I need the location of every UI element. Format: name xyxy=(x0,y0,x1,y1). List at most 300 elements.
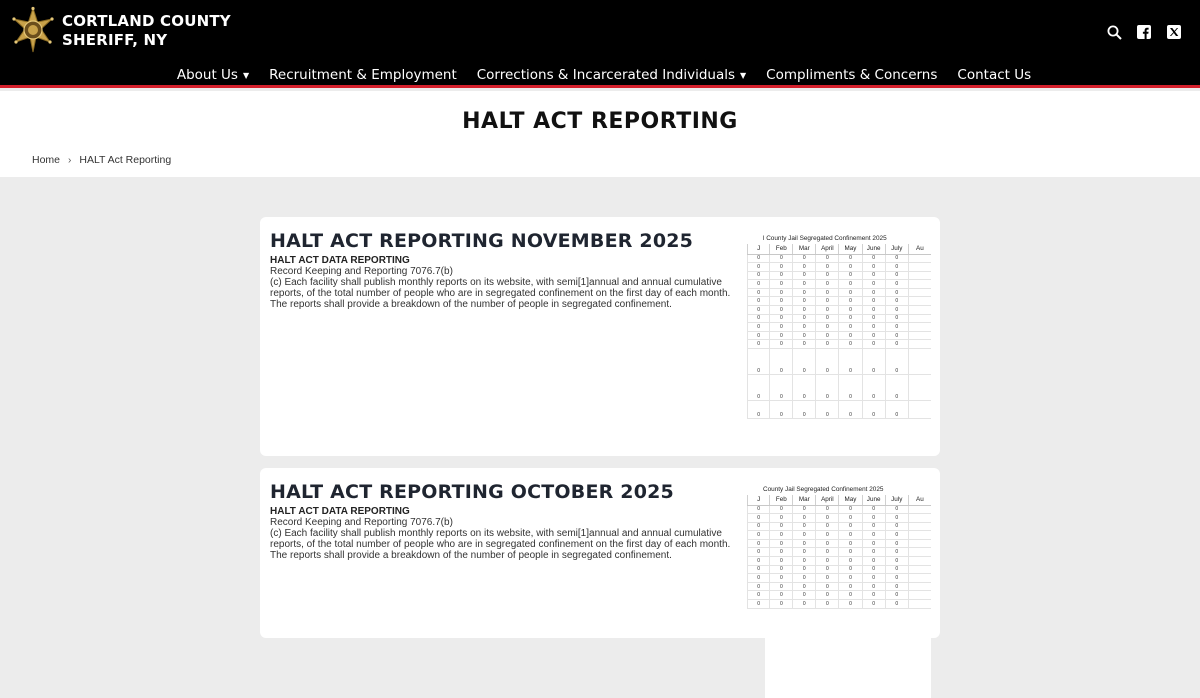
thumbnail-cell: 0 xyxy=(793,280,816,289)
month-header: Au xyxy=(908,244,931,254)
month-header: July xyxy=(885,244,908,254)
thumbnail-cell: 0 xyxy=(862,263,885,272)
thumbnail-cell: 0 xyxy=(862,331,885,340)
site-title[interactable] xyxy=(62,12,231,50)
thumbnail-cell: 0 xyxy=(770,574,793,583)
report-line: (c) Each facility shall publish monthly reports on its website, with semi[1]annual and annual cumulative xyxy=(270,528,722,539)
thumbnail-cell: 0 xyxy=(793,314,816,323)
thumbnail-cell: 0 xyxy=(748,548,770,557)
page-title: HALT ACT REPORTING xyxy=(462,109,738,134)
thumbnail-cell: 0 xyxy=(816,565,839,574)
thumbnail-cell: 0 xyxy=(816,263,839,272)
thumbnail-cell: 0 xyxy=(770,340,793,349)
thumbnail-cell: 0 xyxy=(770,514,793,523)
thumbnail-cell: 0 xyxy=(862,254,885,263)
thumbnail-cell: 0 xyxy=(816,340,839,349)
thumbnail-cell: 0 xyxy=(862,323,885,332)
thumbnail-cell: 0 xyxy=(839,548,862,557)
thumbnail-cell: 0 xyxy=(885,349,908,375)
thumbnail-cell: 0 xyxy=(839,582,862,591)
thumbnail-cell: 0 xyxy=(770,288,793,297)
thumbnail-row xyxy=(748,323,932,332)
thumbnail-cell: 0 xyxy=(885,548,908,557)
thumbnail-cell: 0 xyxy=(793,565,816,574)
thumbnail-cell: 0 xyxy=(885,271,908,280)
report-subtitle: HALT ACT DATA REPORTING xyxy=(270,506,410,517)
thumbnail-cell: 0 xyxy=(862,280,885,289)
thumbnail-cell: 0 xyxy=(770,591,793,600)
thumbnail-row xyxy=(748,349,932,375)
thumbnail-cell: 0 xyxy=(862,505,885,514)
thumbnail-cell: 0 xyxy=(885,591,908,600)
nav-label: About Us xyxy=(176,67,238,83)
thumbnail-row xyxy=(748,539,932,548)
thumbnail-cell: 0 xyxy=(839,539,862,548)
report-line: reports, of the total number of people who are in segregated confinement on the first day of each month. xyxy=(270,539,731,550)
thumbnail-cell: 0 xyxy=(748,271,770,280)
thumbnail-cell: 0 xyxy=(885,505,908,514)
thumbnail-row xyxy=(748,314,932,323)
thumbnail-cell: 0 xyxy=(770,582,793,591)
thumbnail-cell: 0 xyxy=(770,306,793,315)
month-header: J xyxy=(748,495,770,505)
thumbnail-cell: 0 xyxy=(839,557,862,566)
report-line: Record Keeping and Reporting 7076.7(b) xyxy=(270,517,453,528)
nav-label: Compliments & Concerns xyxy=(766,67,938,83)
thumbnail-cell xyxy=(908,340,931,349)
thumbnail-cell: 0 xyxy=(885,314,908,323)
thumbnail-cell: 0 xyxy=(770,539,793,548)
thumbnail-cell: 0 xyxy=(862,288,885,297)
thumbnail-cell xyxy=(908,323,931,332)
thumbnail-cell: 0 xyxy=(816,401,839,419)
thumbnail-cell: 0 xyxy=(748,297,770,306)
thumbnail-cell xyxy=(908,539,931,548)
thumbnail-cell: 0 xyxy=(839,288,862,297)
thumbnail-row xyxy=(748,401,932,419)
thumbnail-cell: 0 xyxy=(793,582,816,591)
month-header: April xyxy=(816,495,839,505)
thumbnail-cell: 0 xyxy=(770,271,793,280)
thumbnail-cell: 0 xyxy=(816,531,839,540)
thumbnail-cell: 0 xyxy=(793,331,816,340)
thumbnail-cell: 0 xyxy=(816,522,839,531)
thumbnail-header-row xyxy=(748,495,932,505)
thumbnail-cell: 0 xyxy=(793,340,816,349)
thumbnail-row xyxy=(748,514,932,523)
thumbnail-cell: 0 xyxy=(793,514,816,523)
thumbnail-cell xyxy=(908,288,931,297)
thumbnail-row xyxy=(748,271,932,280)
month-header: June xyxy=(862,495,885,505)
thumbnail-cell xyxy=(908,331,931,340)
thumbnail-cell xyxy=(908,514,931,523)
thumbnail-cell: 0 xyxy=(816,323,839,332)
thumbnail-row xyxy=(748,557,932,566)
thumbnail-cell: 0 xyxy=(839,263,862,272)
thumbnail-cell: 0 xyxy=(770,557,793,566)
thumbnail-cell: 0 xyxy=(885,306,908,315)
site-header xyxy=(0,0,1200,88)
chevron-right-icon: › xyxy=(68,154,72,166)
thumbnail-cell: 0 xyxy=(839,254,862,263)
thumbnail-cell: 0 xyxy=(862,557,885,566)
nav-label: Corrections & Incarcerated Individuals xyxy=(476,67,736,83)
thumbnail-cell: 0 xyxy=(793,548,816,557)
thumbnail-cell: 0 xyxy=(748,349,770,375)
thumbnail-cell: 0 xyxy=(862,375,885,401)
thumbnail-cell: 0 xyxy=(839,349,862,375)
thumbnail-cell: 0 xyxy=(748,522,770,531)
thumbnail-cell: 0 xyxy=(793,271,816,280)
thumbnail-cell: 0 xyxy=(816,505,839,514)
thumbnail-cell: 0 xyxy=(793,306,816,315)
thumbnail-title: l County Jail Segregated Confinement 2025 xyxy=(763,235,887,242)
thumbnail-cell: 0 xyxy=(770,323,793,332)
thumbnail-cell xyxy=(908,531,931,540)
thumbnail-cell: 0 xyxy=(862,314,885,323)
thumbnail-cell: 0 xyxy=(793,297,816,306)
thumbnail-cell xyxy=(908,349,931,375)
thumbnail-cell: 0 xyxy=(816,557,839,566)
thumbnail-cell: 0 xyxy=(770,314,793,323)
thumbnail-cell: 0 xyxy=(748,254,770,263)
thumbnail-cell: 0 xyxy=(748,375,770,401)
report-card-text xyxy=(270,480,760,561)
thumbnail-cell: 0 xyxy=(793,522,816,531)
nav-corrections[interactable] xyxy=(467,64,756,86)
thumbnail-cell: 0 xyxy=(885,565,908,574)
thumbnail-cell: 0 xyxy=(793,591,816,600)
thumbnail-cell: 0 xyxy=(816,600,839,609)
thumbnail-row xyxy=(748,505,932,514)
month-header: Feb xyxy=(770,244,793,254)
thumbnail-cell: 0 xyxy=(862,349,885,375)
thumbnail-cell: 0 xyxy=(816,375,839,401)
thumbnail-cell: 0 xyxy=(885,297,908,306)
thumbnail-cell: 0 xyxy=(770,297,793,306)
breadcrumb-current: HALT Act Reporting xyxy=(79,154,172,166)
thumbnail-cell: 0 xyxy=(839,591,862,600)
thumbnail-cell: 0 xyxy=(748,531,770,540)
month-header: Au xyxy=(908,495,931,505)
nav-label: Contact Us xyxy=(957,67,1032,83)
thumbnail-cell: 0 xyxy=(748,514,770,523)
thumbnail-row xyxy=(748,522,932,531)
month-header: May xyxy=(839,244,862,254)
breadcrumb-home-link[interactable]: Home xyxy=(32,154,61,166)
report-line: (c) Each facility shall publish monthly reports on its website, with semi[1]annual and annual cumulative xyxy=(270,277,722,288)
thumbnail-row xyxy=(748,288,932,297)
thumbnail-cell xyxy=(908,574,931,583)
thumbnail-cell: 0 xyxy=(885,263,908,272)
thumbnail-cell: 0 xyxy=(862,306,885,315)
thumbnail-cell xyxy=(908,375,931,401)
thumbnail-cell: 0 xyxy=(816,574,839,583)
thumbnail-row xyxy=(748,375,932,401)
thumbnail-cell: 0 xyxy=(748,340,770,349)
thumbnail-cell: 0 xyxy=(885,280,908,289)
thumbnail-cell: 0 xyxy=(770,505,793,514)
thumbnail-cell: 0 xyxy=(770,600,793,609)
report-thumbnail[interactable] xyxy=(757,227,931,447)
site-title-line2: SHERIFF, NY xyxy=(62,31,168,49)
thumbnail-row xyxy=(748,565,932,574)
header-icons xyxy=(1106,24,1182,40)
report-card[interactable] xyxy=(260,217,940,456)
thumbnail-row xyxy=(748,591,932,600)
thumbnail-header-row xyxy=(748,244,932,254)
breadcrumb xyxy=(32,154,171,166)
month-header: July xyxy=(885,495,908,505)
thumbnail-cell xyxy=(908,591,931,600)
thumbnail-row xyxy=(748,306,932,315)
thumbnail-cell xyxy=(908,505,931,514)
thumbnail-cell: 0 xyxy=(839,297,862,306)
thumbnail-row xyxy=(748,263,932,272)
thumbnail-cell xyxy=(908,522,931,531)
thumbnail-cell: 0 xyxy=(885,254,908,263)
page-header-band xyxy=(0,91,1200,177)
thumbnail-cell: 0 xyxy=(885,375,908,401)
thumbnail-cell xyxy=(908,582,931,591)
nav-about-us[interactable] xyxy=(167,64,259,86)
report-card[interactable] xyxy=(260,468,940,638)
thumbnail-cell: 0 xyxy=(748,591,770,600)
thumbnail-cell xyxy=(908,548,931,557)
report-title[interactable]: HALT ACT REPORTING NOVEMBER 2025 xyxy=(270,230,694,252)
thumbnail-cell: 0 xyxy=(816,539,839,548)
thumbnail-cell: 0 xyxy=(793,505,816,514)
thumbnail-cell: 0 xyxy=(839,340,862,349)
thumbnail-cell: 0 xyxy=(770,280,793,289)
month-header: J xyxy=(748,244,770,254)
thumbnail-cell xyxy=(908,314,931,323)
thumbnail-cell: 0 xyxy=(839,522,862,531)
thumbnail-cell: 0 xyxy=(748,331,770,340)
sheriff-star-badge-logo[interactable] xyxy=(10,7,56,53)
thumbnail-cell: 0 xyxy=(885,574,908,583)
thumbnail-cell: 0 xyxy=(816,349,839,375)
thumbnail-cell: 0 xyxy=(816,314,839,323)
thumbnail-cell: 0 xyxy=(793,263,816,272)
month-header: Mar xyxy=(793,495,816,505)
thumbnail-cell: 0 xyxy=(793,323,816,332)
thumbnail-cell: 0 xyxy=(793,600,816,609)
thumbnail-cell: 0 xyxy=(816,591,839,600)
thumbnail-cell: 0 xyxy=(862,574,885,583)
thumbnail-cell: 0 xyxy=(839,574,862,583)
thumbnail-cell: 0 xyxy=(816,582,839,591)
thumbnail-cell: 0 xyxy=(885,539,908,548)
thumbnail-cell: 0 xyxy=(839,323,862,332)
thumbnail-cell: 0 xyxy=(862,340,885,349)
thumbnail-cell: 0 xyxy=(885,531,908,540)
nav-recruitment-employment[interactable] xyxy=(259,64,467,86)
thumbnail-title: County Jail Segregated Confinement 2025 xyxy=(763,486,884,493)
thumbnail-cell: 0 xyxy=(748,600,770,609)
thumbnail-cell xyxy=(908,401,931,419)
thumbnail-cell: 0 xyxy=(793,254,816,263)
thumbnail-cell: 0 xyxy=(816,514,839,523)
thumbnail-row xyxy=(748,574,932,583)
thumbnail-cell: 0 xyxy=(862,600,885,609)
thumbnail-cell: 0 xyxy=(839,401,862,419)
thumbnail-cell: 0 xyxy=(839,531,862,540)
thumbnail-cell: 0 xyxy=(839,505,862,514)
month-header: April xyxy=(816,244,839,254)
thumbnail-cell: 0 xyxy=(793,375,816,401)
facebook-icon[interactable] xyxy=(1136,24,1152,40)
report-line: The reports shall provide a breakdown of the number of people in segregated confinement. xyxy=(270,299,672,310)
thumbnail-cell: 0 xyxy=(885,557,908,566)
thumbnail-row xyxy=(748,548,932,557)
thumbnail-cell: 0 xyxy=(862,582,885,591)
caret-down-icon: ▼ xyxy=(242,70,250,80)
thumbnail-cell xyxy=(908,271,931,280)
x-twitter-icon[interactable] xyxy=(1166,24,1182,40)
thumbnail-cell: 0 xyxy=(748,574,770,583)
thumbnail-cell: 0 xyxy=(770,349,793,375)
thumbnail-cell xyxy=(908,263,931,272)
month-header: Feb xyxy=(770,495,793,505)
thumbnail-cell: 0 xyxy=(748,280,770,289)
thumbnail-cell: 0 xyxy=(862,522,885,531)
thumbnail-cell xyxy=(908,306,931,315)
thumbnail-row xyxy=(748,531,932,540)
thumbnail-cell: 0 xyxy=(770,565,793,574)
thumbnail-cell: 0 xyxy=(748,505,770,514)
thumbnail-cell: 0 xyxy=(793,349,816,375)
thumbnail-cell: 0 xyxy=(748,557,770,566)
thumbnail-cell: 0 xyxy=(748,539,770,548)
nav-compliments-concerns[interactable] xyxy=(756,64,947,86)
site-title-line1: CORTLAND COUNTY xyxy=(62,12,231,30)
thumbnail-cell: 0 xyxy=(748,323,770,332)
thumbnail-cell: 0 xyxy=(862,565,885,574)
thumbnail-cell: 0 xyxy=(748,401,770,419)
thumbnail-cell: 0 xyxy=(816,254,839,263)
thumbnail-cell: 0 xyxy=(862,271,885,280)
main-nav xyxy=(0,64,1200,86)
nav-label: Recruitment & Employment xyxy=(269,67,457,83)
thumbnail-cell: 0 xyxy=(793,539,816,548)
thumbnail-cell: 0 xyxy=(816,548,839,557)
thumbnail-row xyxy=(748,254,932,263)
thumbnail-cell: 0 xyxy=(839,514,862,523)
thumbnail-table xyxy=(747,244,931,419)
report-line: The reports shall provide a breakdown of the number of people in segregated confinement. xyxy=(270,550,672,561)
thumbnail-cell: 0 xyxy=(839,271,862,280)
thumbnail-cell: 0 xyxy=(793,574,816,583)
thumbnail-cell: 0 xyxy=(816,288,839,297)
report-subtitle: HALT ACT DATA REPORTING xyxy=(270,255,410,266)
thumbnail-cell: 0 xyxy=(839,331,862,340)
thumbnail-row xyxy=(748,340,932,349)
thumbnail-cell: 0 xyxy=(816,280,839,289)
thumbnail-cell: 0 xyxy=(862,297,885,306)
thumbnail-row xyxy=(748,331,932,340)
thumbnail-cell: 0 xyxy=(748,263,770,272)
thumbnail-cell: 0 xyxy=(816,331,839,340)
thumbnail-cell: 0 xyxy=(885,288,908,297)
thumbnail-cell: 0 xyxy=(770,548,793,557)
thumbnail-cell: 0 xyxy=(839,314,862,323)
thumbnail-cell: 0 xyxy=(748,306,770,315)
thumbnail-cell: 0 xyxy=(885,323,908,332)
thumbnail-cell: 0 xyxy=(862,539,885,548)
search-icon[interactable] xyxy=(1106,24,1122,40)
thumbnail-cell: 0 xyxy=(862,514,885,523)
thumbnail-cell: 0 xyxy=(885,522,908,531)
thumbnail-cell: 0 xyxy=(885,331,908,340)
thumbnail-cell: 0 xyxy=(839,306,862,315)
thumbnail-cell: 0 xyxy=(770,263,793,272)
month-header: June xyxy=(862,244,885,254)
thumbnail-cell: 0 xyxy=(862,591,885,600)
report-title[interactable]: HALT ACT REPORTING OCTOBER 2025 xyxy=(270,481,674,503)
thumbnail-cell: 0 xyxy=(839,375,862,401)
thumbnail-cell: 0 xyxy=(770,375,793,401)
thumbnail-cell: 0 xyxy=(839,280,862,289)
report-thumbnail[interactable] xyxy=(757,478,931,698)
thumbnail-cell: 0 xyxy=(748,582,770,591)
thumbnail-cell: 0 xyxy=(885,514,908,523)
thumbnail-table xyxy=(747,495,931,609)
thumbnail-cell: 0 xyxy=(793,288,816,297)
thumbnail-cell: 0 xyxy=(885,401,908,419)
thumbnail-cell: 0 xyxy=(885,600,908,609)
thumbnail-row xyxy=(748,582,932,591)
thumbnail-cell: 0 xyxy=(793,531,816,540)
thumbnail-cell: 0 xyxy=(885,582,908,591)
thumbnail-cell: 0 xyxy=(770,531,793,540)
report-line: reports, of the total number of people who are in segregated confinement on the first day of each month. xyxy=(270,288,731,299)
thumbnail-cell: 0 xyxy=(816,306,839,315)
report-card-text xyxy=(270,229,760,310)
thumbnail-cell xyxy=(908,297,931,306)
thumbnail-cell: 0 xyxy=(862,548,885,557)
caret-down-icon: ▼ xyxy=(740,70,747,80)
thumbnail-cell: 0 xyxy=(816,297,839,306)
thumbnail-cell: 0 xyxy=(862,401,885,419)
thumbnail-cell: 0 xyxy=(793,557,816,566)
thumbnail-cell: 0 xyxy=(816,271,839,280)
thumbnail-cell: 0 xyxy=(770,254,793,263)
thumbnail-cell: 0 xyxy=(839,565,862,574)
thumbnail-cell: 0 xyxy=(862,531,885,540)
month-header: May xyxy=(839,495,862,505)
thumbnail-cell xyxy=(908,254,931,263)
thumbnail-cell xyxy=(908,565,931,574)
thumbnail-cell: 0 xyxy=(839,600,862,609)
thumbnail-cell: 0 xyxy=(770,331,793,340)
thumbnail-cell: 0 xyxy=(748,565,770,574)
thumbnail-cell xyxy=(908,280,931,289)
thumbnail-cell: 0 xyxy=(885,340,908,349)
nav-contact-us[interactable] xyxy=(947,64,1041,86)
thumbnail-cell: 0 xyxy=(770,401,793,419)
thumbnail-cell: 0 xyxy=(748,314,770,323)
thumbnail-row xyxy=(748,297,932,306)
month-header: Mar xyxy=(793,244,816,254)
thumbnail-cell: 0 xyxy=(748,288,770,297)
thumbnail-cell xyxy=(908,557,931,566)
thumbnail-cell xyxy=(908,600,931,609)
thumbnail-row xyxy=(748,280,932,289)
thumbnail-cell: 0 xyxy=(770,522,793,531)
report-line: Record Keeping and Reporting 7076.7(b) xyxy=(270,266,453,277)
